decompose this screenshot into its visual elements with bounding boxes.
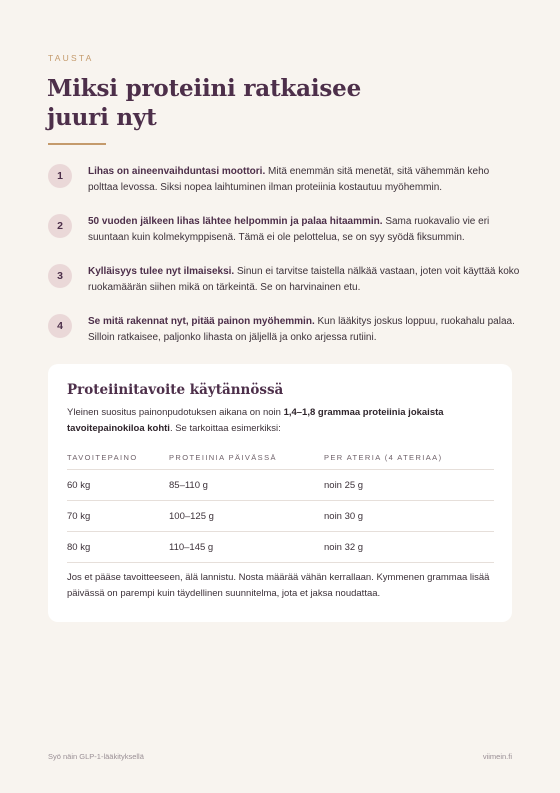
point-body: Kun lääkitys joskus loppuu, ruokahalu palaa. Silloin ratkaisee, paljonko lihasta on jäljellä ja onko arjessa rutiini. bbox=[88, 316, 515, 343]
card-outro: Jos et pääse tavoitteeseen, älä lannistu. Nosta määrää vähän kerrallaan. Kymmenen grammaa lisää päivässä on parempi kuin täydellinen suunnitelma, jota et jaksa noudattaa. bbox=[67, 572, 490, 599]
cell-daily-protein: 100–125 g bbox=[169, 511, 214, 522]
table-row bbox=[67, 501, 494, 532]
point-text bbox=[88, 164, 520, 196]
cell-daily-protein: 110–145 g bbox=[169, 542, 214, 553]
point-body: Sama ruokavalio vie eri suuntaan kuin kolmekymppisenä. Tämä ei ole pelottelua, se on syy syödä fiksummin. bbox=[88, 216, 490, 243]
point-number-badge: 4 bbox=[48, 314, 72, 338]
protein-target-card bbox=[48, 364, 512, 622]
column-header-daily-protein: PROTEIINIA PÄIVÄSSÄ bbox=[169, 453, 277, 462]
footer-publication-title: Syö näin GLP-1-lääkityksellä bbox=[48, 752, 144, 761]
point-body: Sinun ei tarvitse taistella nälkää vastaan, joten voit käyttää koko ruokamäärän siihen mikä on tärkeintä. Se on harvinainen etu. bbox=[88, 266, 520, 293]
point-text bbox=[88, 264, 520, 296]
point-number-badge: 2 bbox=[48, 214, 72, 238]
title-divider bbox=[48, 143, 106, 145]
table-header bbox=[67, 453, 494, 470]
point-lead: Lihas on aineenvaihduntasi moottori. bbox=[88, 166, 266, 177]
cell-per-meal: noin 25 g bbox=[324, 480, 364, 491]
section-eyebrow: TAUSTA bbox=[48, 53, 94, 63]
cell-per-meal: noin 30 g bbox=[324, 511, 364, 522]
intro-highlight: 1,4–1,8 grammaa proteiinia jokaista tavoitepainokiloa kohti bbox=[67, 407, 444, 434]
footer-website: viimein.fi bbox=[482, 752, 512, 761]
card-title: Proteiinitavoite käytännössä bbox=[67, 382, 284, 398]
point-text bbox=[88, 314, 520, 346]
point-number-badge: 3 bbox=[48, 264, 72, 288]
column-header-target-weight: TAVOITEPAINO bbox=[67, 453, 138, 462]
column-header-per-meal: PER ATERIA (4 ATERIAA) bbox=[324, 453, 443, 462]
point-lead: 50 vuoden jälkeen lihas lähtee helpommin ja palaa hitaammin. bbox=[88, 216, 383, 227]
title-line-1: Miksi proteiini ratkaisee bbox=[47, 75, 362, 102]
point-text bbox=[88, 214, 520, 246]
point-lead: Se mitä rakennat nyt, pitää painon myöhemmin. bbox=[88, 316, 315, 327]
point-body: Mitä enemmän sitä menetät, sitä vähemmän keho polttaa levossa. Siksi nopea laihtuminen ilman proteiinia kostautuu myöhemmin. bbox=[88, 166, 490, 193]
cell-target-weight: 80 kg bbox=[67, 542, 91, 553]
intro-text: Yleinen suositus painonpudotuksen aikana on noin bbox=[67, 407, 284, 418]
cell-target-weight: 70 kg bbox=[67, 511, 91, 522]
cell-daily-protein: 85–110 g bbox=[169, 480, 208, 491]
point-lead: Kylläisyys tulee nyt ilmaiseksi. bbox=[88, 266, 235, 277]
page-title bbox=[47, 74, 447, 132]
table-row bbox=[67, 470, 494, 501]
card-intro bbox=[67, 405, 487, 437]
title-line-2: juuri nyt bbox=[47, 104, 157, 131]
table-row bbox=[67, 532, 494, 563]
cell-target-weight: 60 kg bbox=[67, 480, 91, 491]
point-number-badge: 1 bbox=[48, 164, 72, 188]
cell-per-meal: noin 32 g bbox=[324, 542, 364, 553]
intro-text-end: . Se tarkoittaa esimerkiksi: bbox=[169, 423, 281, 434]
